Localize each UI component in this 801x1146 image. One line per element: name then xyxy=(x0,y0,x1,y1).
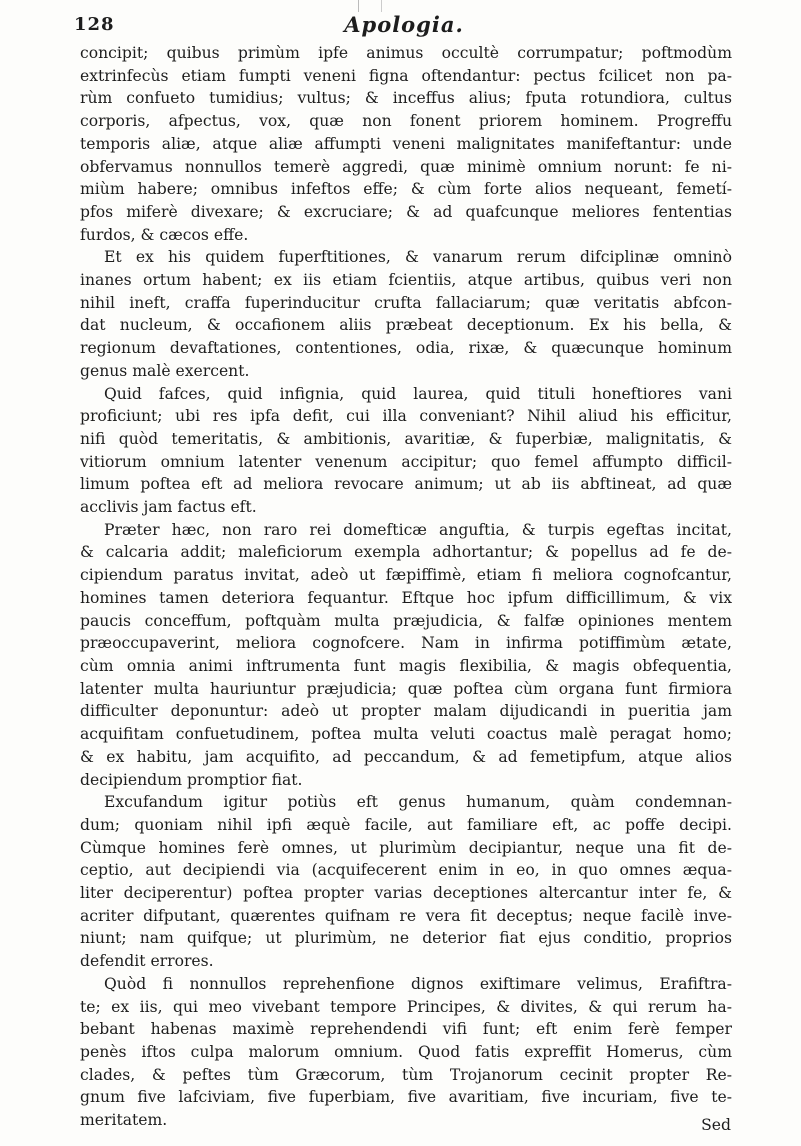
catchword: Sed xyxy=(701,1116,731,1134)
text-line: latenter multa hauriuntur præjudicia; quæ poftea cùm organa funt firmiora xyxy=(80,679,732,698)
text-line: Quid fafces, quid infignia, quid laurea, quid tituli honeftiores vani xyxy=(104,384,732,403)
text-line: concipit; quibus primùm ipfe animus occultè corrumpatur; poftmodùm xyxy=(80,44,732,62)
text-line: proficiunt; ubi res ipfa defit, cui illa conveniant? Nihil aliud his efficitur, xyxy=(80,407,732,426)
text-line: nihil ineft, craffa fuperinducitur crufta fallaciarum; quæ veritatis abfcon- xyxy=(80,293,732,312)
text-line: dum; quoniam nihil ipfi æquè facile, aut familiare eft, ac poffe decipi. xyxy=(80,815,732,834)
text-line: præoccupaverint, meliora cognofcere. Nam in infirma potiffimùm ætate, xyxy=(80,634,732,653)
text-line: meritatem. xyxy=(80,1111,168,1130)
text-line: & calcaria addit; maleficiorum exempla adhortantur; & popellus ad fe de- xyxy=(80,543,732,562)
text-line: dat nucleum, & occafionem aliis præbeat deceptionum. Ex his bella, & xyxy=(80,316,732,335)
text-line: acriter difputant, quærentes quifnam re vera fit deceptus; neque facilè inve- xyxy=(80,906,732,925)
text-line: limum poftea eft ad meliora revocare animum; ut ab iis abftineat, ad quæ xyxy=(80,475,732,494)
text-line: rùm confueto tumidius; vultus; & inceffus alius; fputa rotundiora, cultus xyxy=(80,89,732,108)
text-line: acquifitam confuetudinem, poftea multa veluti coactus malè peragat homo; xyxy=(80,725,732,744)
text-line: Et ex his quidem fuperftitiones, & vanarum rerum difciplinæ omninò xyxy=(104,248,732,267)
text-line: homines tamen deteriora fequantur. Eftque hoc ipfum difficillimum, & vix xyxy=(80,588,732,607)
text-line: Cùmque homines ferè omnes, ut plurimùm decipiantur, neque una fit de- xyxy=(80,838,732,857)
text-line: genus malè exercent. xyxy=(80,361,250,380)
page-number: 128 xyxy=(74,14,115,35)
text-line: obfervamus nonnullos temerè aggredi, quæ minimè omnium norunt: fe ni- xyxy=(80,157,732,176)
running-title: Apologia. xyxy=(344,12,464,37)
text-line: gnum five lafciviam, five fuperbiam, five avaritiam, five incuriam, five te- xyxy=(80,1088,732,1107)
text-line: decipiendum promptior fiat. xyxy=(80,770,303,789)
page-edge-mark xyxy=(358,0,382,12)
text-line: nifi quòd temeritatis, & ambitionis, avaritiæ, & fuperbiæ, malignitatis, & xyxy=(80,429,732,448)
text-line: temporis aliæ, atque aliæ affumpti veneni malignitates manifeftantur: unde xyxy=(80,134,732,153)
text-line: liter deciperentur) poftea propter varias deceptiones altercantur inter fe, & xyxy=(80,884,732,903)
text-line: Præter hæc, non raro rei domefticæ anguftia, & turpis egeftas incitat, xyxy=(104,520,732,539)
text-line: bebant habenas maximè reprehendendi vifi funt; eft enim ferè femper xyxy=(80,1020,732,1039)
text-line: penès iftos culpa malorum omnium. Quod fatis expreffit Homerus, cùm xyxy=(80,1042,732,1061)
text-line: Excufandum igitur potiùs eft genus humanum, quàm condemnan- xyxy=(104,793,732,812)
text-line: vitiorum omnium latenter venenum accipitur; quo femel affumpto difficil- xyxy=(80,452,732,471)
text-line: Quòd fi nonnullos reprehenfione dignos exiftimare velimus, Erafiftra- xyxy=(104,974,732,993)
text-line: & ex habitu, jam acquifito, ad peccandum, & ad femetipfum, atque alios xyxy=(80,747,732,766)
text-line: te; ex iis, qui meo vivebant tempore Principes, & divites, & qui rerum ha- xyxy=(80,997,732,1016)
text-line: regionum devaftationes, contentiones, odia, rixæ, & quæcunque hominum xyxy=(80,339,732,358)
text-line: corporis, afpectus, vox, quæ non fonent priorem hominem. Progreffu xyxy=(80,112,732,131)
text-line: cipiendum paratus invitat, adeò ut fæpiffimè, etiam fi meliora cognofcantur, xyxy=(80,566,732,585)
text-line: furdos, & cæcos effe. xyxy=(80,225,249,244)
text-line: clades, & peftes tùm Græcorum, tùm Trojanorum cecinit propter Re- xyxy=(80,1065,732,1084)
text-line: pfos miferè divexare; & excruciare; & ad quafcunque meliores fententias xyxy=(80,202,732,221)
text-line: cùm omnia animi inftrumenta funt magis flexibilia, & magis obfequentia, xyxy=(80,656,732,675)
text-line: niunt; nam quifque; ut plurimùm, ne deterior fiat ejus conditio, proprios xyxy=(80,929,732,948)
text-line: extrinfecùs etiam fumpti veneni figna oftendantur: pectus fcilicet non pa- xyxy=(80,66,732,85)
body-text xyxy=(80,42,732,1132)
text-line: paucis conceffum, poftquàm multa præjudicia, & falfæ opiniones mentem xyxy=(80,611,732,630)
page-header xyxy=(74,12,734,42)
text-line: difficulter deponuntur: adeò ut propter malam dijudicandi in pueritia jam xyxy=(80,702,732,721)
text-line: defendit errores. xyxy=(80,952,214,971)
text-line: inanes ortum habent; ex iis etiam fcientiis, atque artibus, quibus veri non xyxy=(80,271,732,290)
text-line: ceptio, aut decipiendi via (acquifecerent enim in eo, in quo omnes æqua- xyxy=(80,861,732,880)
text-line: acclivis jam factus eft. xyxy=(80,498,257,517)
text-line: miùm habere; omnibus infeftos effe; & cùm forte alios nequeant, femetí- xyxy=(80,180,732,199)
